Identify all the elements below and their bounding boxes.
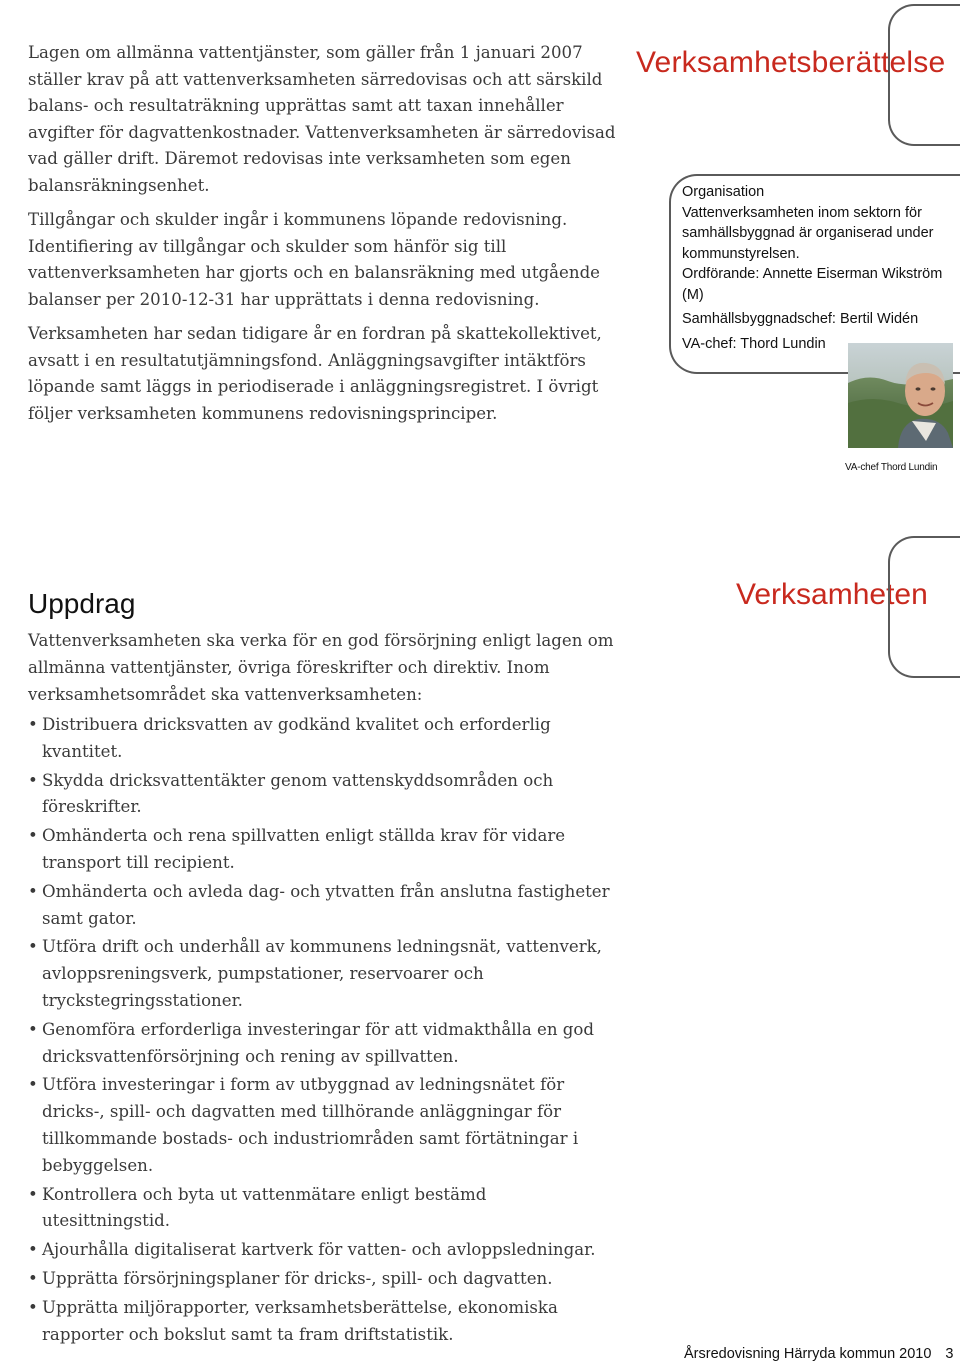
section-title-verksamhetsberattelse: Verksamhetsberättelse (636, 46, 946, 79)
organisation-text (682, 182, 944, 354)
list-item: • Genomföra erforderliga investeringar för att vidmakthålla en god dricksvattenförsörjning och rening av spillvatten. (28, 1017, 613, 1071)
portrait-image (848, 343, 953, 448)
intro-section (28, 40, 618, 435)
list-item: • Omhänderta och avleda dag- och ytvatten från anslutna fastigheter samt gator. (28, 879, 613, 933)
list-item: • Skydda dricksvattentäkter genom vattenskyddsområden och föreskrifter. (28, 768, 613, 822)
list-item: • Upprätta miljörapporter, verksamhetsberättelse, ekonomiska rapporter och bokslut samt ta fram driftstatistik. (28, 1295, 613, 1349)
list-item: • Omhänderta och rena spillvatten enligt ställda krav för vidare transport till recipient. (28, 823, 613, 877)
page-number: 3 (945, 1346, 954, 1362)
uppdrag-intro: Vattenverksamheten ska verka för en god försörjning enligt lagen om allmänna vattentjänster, övriga föreskrifter och direktiv. Inom verksamhetsområdet ska vattenverksamheten: (28, 631, 614, 704)
decorative-bracket-2 (888, 536, 960, 678)
list-item: • Utföra drift och underhåll av kommunens ledningsnät, vattenverk, avloppsreningsverk, pumpstationer, reservoarer och tryckstegringsstationer. (28, 934, 613, 1014)
list-item: • Kontrollera och byta ut vattenmätare enligt bestämd utesittningstid. (28, 1182, 613, 1236)
intro-paragraph-2: Tillgångar och skulder ingår i kommunens löpande redovisning. Identifiering av tillgångar och skulder som hänför sig till vattenverksamheten har gjorts och en balansräkning med utgående balanser per 2010-12-31 har upprättats i denna redovisning. (28, 210, 601, 309)
task-list (28, 712, 613, 1350)
va-chief-line: VA-chef: Thord Lundin (682, 335, 826, 352)
intro-paragraph-1: Lagen om allmänna vattentjänster, som gäller från 1 januari 2007 ställer krav på att vattenverksamheten särredovisas och att särskild balans- och resultaträkning upprättas samt att taxan innehåller avgifter för dagvattenkostnader. Vattenverksamheten är särredovisad vad gäller drift. Däremot redovisas inte verksamheten som egen balansräkningsenhet. (28, 43, 616, 195)
uppdrag-heading: Uppdrag (28, 588, 136, 619)
page-footer (684, 1346, 954, 1362)
organisation-description: Vattenverksamheten inom sektorn för samhällsbyggnad är organiserad under kommunstyrelsen. (682, 204, 934, 262)
photo-caption: VA-chef Thord Lundin (845, 462, 938, 473)
list-item: • Distribuera dricksvatten av godkänd kvalitet och erforderlig kvantitet. (28, 712, 613, 766)
section-title-verksamheten: Verksamheten (736, 578, 928, 611)
head-line: Samhällsbyggnadschef: Bertil Widén (682, 311, 919, 327)
decorative-bracket (888, 4, 960, 146)
list-item: • Ajourhålla digitaliserat kartverk för vatten- och avloppsledningar. (28, 1237, 613, 1264)
footer-title: Årsredovisning Härryda kommun 2010 (684, 1346, 932, 1362)
list-item: • Utföra investeringar i form av utbyggnad av ledningsnätet för dricks-, spill- och dagvatten med tillhörande anläggningar för tillkommande bostads- och industriområden samt förtätningar i bebyggelsen. (28, 1072, 613, 1179)
organisation-heading: Organisation (682, 184, 765, 200)
chair-line: Ordförande: Annette Eiserman Wikström (M) (682, 266, 943, 303)
intro-paragraph-3: Verksamheten har sedan tidigare år en fordran på skattekollektivet, avsatt i en resultatutjämningsfond. Anläggningsavgifter intäktförs löpande samt läggs in periodiserade i anläggningsregistret. I övrigt följer verksamheten kommunens redovisningsprinciper. (28, 324, 602, 423)
portrait-photo (848, 343, 953, 448)
list-item: • Upprätta försörjningsplaner för dricks-, spill- och dagvatten. (28, 1266, 613, 1293)
